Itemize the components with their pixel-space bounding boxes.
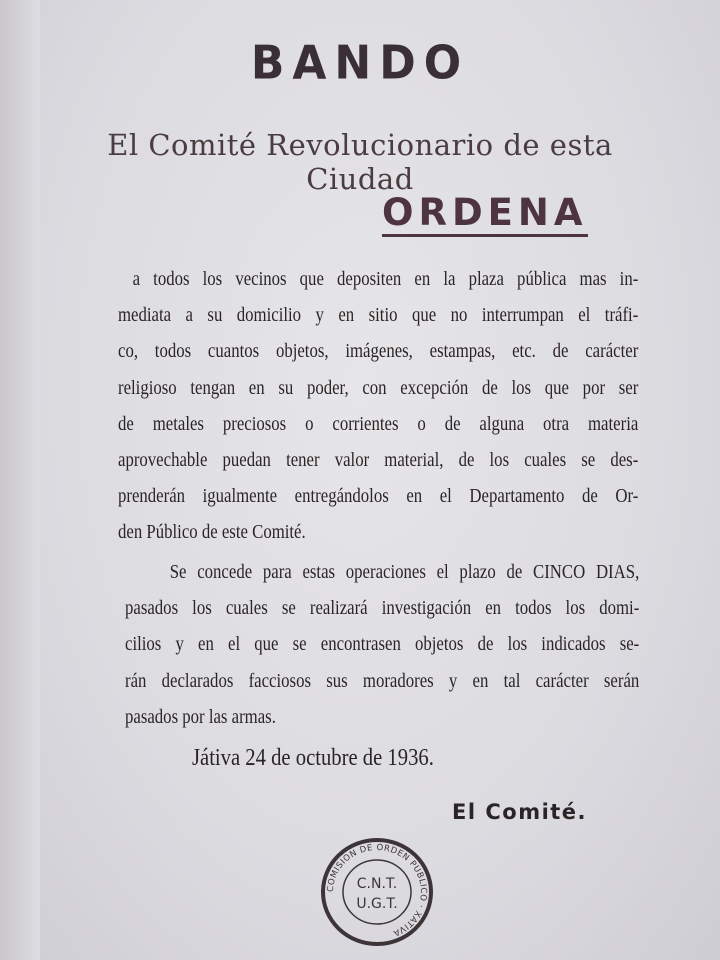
- paragraph-1-line: a todos los vecinos que depositen en la plaza pública mas in-: [132, 269, 639, 290]
- paragraph-2: [125, 555, 639, 736]
- paragraph-1-line: de metales preciosos o corrientes o de alguna otra materia: [118, 413, 639, 435]
- paragraph-2-line: pasados por las armas.: [125, 706, 276, 728]
- paragraph-1-line: prenderán igualmente entregándolos en el Departamento de Or-: [118, 486, 639, 508]
- paragraph-2-line: pasados los cuales se realizará investigación en todos los domi-: [125, 598, 640, 620]
- paragraph-1-line: religioso tengan en su poder, con excepción de los que por ser: [118, 377, 639, 399]
- paragraph-2-line: Se concede para estas operaciones el plazo de CINCO DIAS,: [169, 562, 640, 583]
- stamp-text-ugt: U.G.T.: [356, 896, 398, 912]
- seal-stamp: [318, 836, 436, 948]
- paragraph-2-line: cilios y en el que se encontrasen objetos de los indicados se-: [125, 634, 640, 656]
- paragraph-1-line: mediata a su domicilio y en sitio que no interrumpan el tráfi-: [118, 305, 639, 327]
- paragraph-1-line: aprovechable puedan tener valor material, de los cuales se des-: [118, 450, 639, 472]
- paragraph-2-line: rán declarados facciosos sus moradores y en tal carácter serán: [125, 670, 640, 692]
- signature: El Comité.: [452, 800, 588, 824]
- stamp-text-cnt: C.N.T.: [356, 876, 398, 892]
- page-edge-shadow: [0, 0, 40, 960]
- notice-heading-ordena: ORDENA: [382, 192, 588, 237]
- paragraph-1: [118, 262, 638, 552]
- paragraph-1-line: co, todos cuantos objetos, imágenes, estampas, etc. de carácter: [118, 341, 639, 363]
- stamp-ring-text: COMISION DE ORDEN PUBLICO · XATIVA: [325, 842, 429, 938]
- notice-title: BANDO: [250, 36, 470, 91]
- date-line: Játiva 24 de octubre de 1936.: [192, 745, 434, 771]
- paragraph-1-line: den Público de este Comité.: [118, 522, 306, 544]
- notice-subtitle: El Comité Revolucionario de esta Ciudad: [107, 128, 613, 196]
